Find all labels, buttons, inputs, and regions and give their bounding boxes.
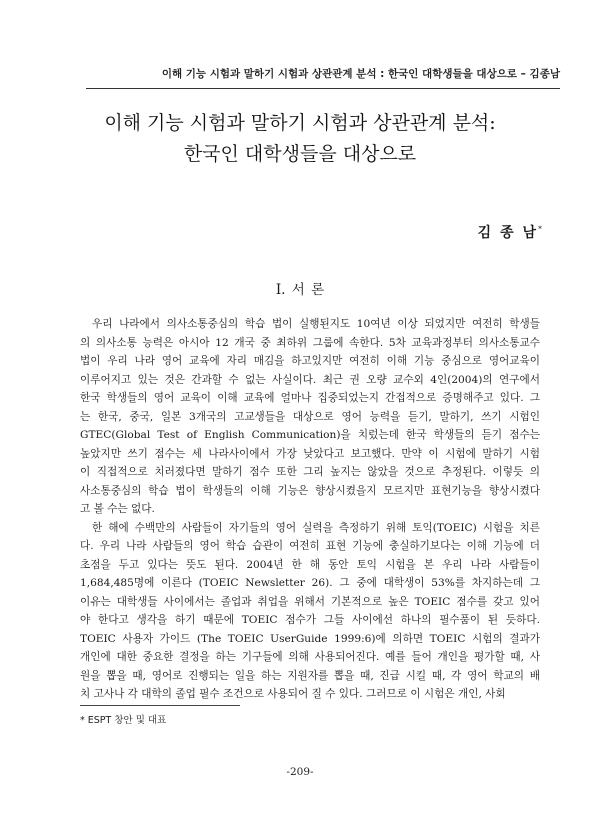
- paragraph-line: 고 볼 수는 없다.: [80, 503, 155, 515]
- paragraph-line: 한국 학생들의 영어 교육이 이해 교육에 얼마나 집중되었는지 간접적으로 증명해주고 있다. 그: [80, 392, 540, 404]
- paragraph-line: 이유는 대학생들 사이에서는 졸업과 취업을 위해서 기본적으로 높은 TOEIC 점수를 갖고 있어: [80, 595, 540, 608]
- paragraph-line: 치 고사나 각 대학의 졸업 필수 조건으로 사용되어 질 수 있다. 그러므로 이 시험은 개인, 사회: [80, 688, 506, 700]
- paragraph-line: TOEIC 사용자 가이드 (The TOEIC UserGuide 1999:6)에 의하면 TOEIC 시험의 결과가: [80, 632, 540, 645]
- paragraph-line: 1,684,485명에 이른다 (TOEIC Newsletter 26). 그 중에 대학생이 53%를 차지하는데 그: [80, 577, 540, 589]
- paragraph-line: 초점을 두고 있다는 뜻도 된다. 2004년 한 해 동안 토익 시험을 본 우리 나라 사람들이: [80, 558, 540, 571]
- paragraph-line: 는 한국, 중국, 일본 3개국의 고교생들을 대상으로 영어 능력을 듣기, 말하기, 쓰기 시험인: [80, 410, 540, 423]
- paragraph-line: 야 한다고 생각을 하기 때문에 TOEIC 점수가 그들 사이에선 하나의 필수품이 된 듯하다.: [80, 614, 540, 626]
- author-footnote-mark: *: [538, 224, 542, 234]
- paragraph-line: 원을 뽑을 때, 영어로 진행되는 일을 하는 지원자를 뽑을 때, 진급 시킬 때, 각 영어 학교의 배: [80, 669, 540, 682]
- paragraph-line: 사소통중심의 학습 법이 학생들의 이해 기능은 향상시켰을지 모르지만 표현기능을 향상시켰다: [80, 484, 540, 497]
- author-name-text: 김 종 남: [477, 225, 538, 241]
- paragraph-line: 높았지만 쓰기 점수는 세 나라사이에서 가장 낮았다고 보고했다. 만약 이 시험에 말하기 시험: [80, 447, 540, 460]
- footnote: * ESPT 창안 및 대표: [80, 715, 167, 726]
- author-name: [478, 222, 542, 242]
- title-line-1: 이해 기능 시험과 말하기 시험과 상관관계 분석:: [104, 112, 496, 134]
- body-text: [80, 315, 540, 704]
- paragraph-line: 우리 나라에서 의사소통중심의 학습 법이 실행된지도 10여년 이상 되었지만 여전히 학생들: [92, 318, 540, 330]
- paragraph-line: 개인에 대한 중요한 결정을 하는 기구들에 의해 사용되어진다. 예를 들어 개인을 평가할 때, 사: [80, 651, 540, 663]
- paragraph-line: 다. 우리 나라 사람들의 영어 학습 습관이 여전히 표현 기능에 충실하기보다는 이해 기능에 더: [80, 540, 540, 552]
- paragraph-line: GTEC(Global Test of English Communication)을 치렀는데 한국 학생들의 듣기 점수는: [80, 429, 540, 441]
- paragraph-line: 한 해에 수백만의 사람들이 자기들의 영어 실력을 측정하기 위해 토익(TOEIC) 시험을 치른: [92, 521, 540, 534]
- paragraph-line: 이루어지고 있는 것은 간과할 수 없는 사실이다. 최근 권 오량 교수외 4인(2004)의 연구에서: [80, 373, 540, 386]
- footnote-divider: [80, 705, 240, 706]
- paper-title: [40, 108, 560, 170]
- title-line-2: 한국인 대학생들을 대상으로: [183, 143, 417, 165]
- paragraph-line: 의 의사소통 능력은 아시아 12 개국 중 최하위 그룹에 속한다. 5차 교육과정부터 의사소통교수: [80, 336, 540, 349]
- page-number: -209-: [286, 766, 314, 778]
- section-heading: I. 서 론: [275, 282, 325, 298]
- running-header: 이해 기능 시험과 말하기 시험과 상관관계 분석 : 한국인 대학생들을 대상으로 – 김종남: [86, 66, 560, 89]
- paragraph-line: 이 직접적으로 치러졌다면 말하기 점수 또한 그리 높지는 않았을 것으로 추정된다. 이렇듯 의: [80, 466, 540, 478]
- paragraph-line: 법이 우리 나라 영어 교육에 자리 매김을 하고있지만 여전히 이해 기능 중심으로 영어교육이: [80, 355, 540, 367]
